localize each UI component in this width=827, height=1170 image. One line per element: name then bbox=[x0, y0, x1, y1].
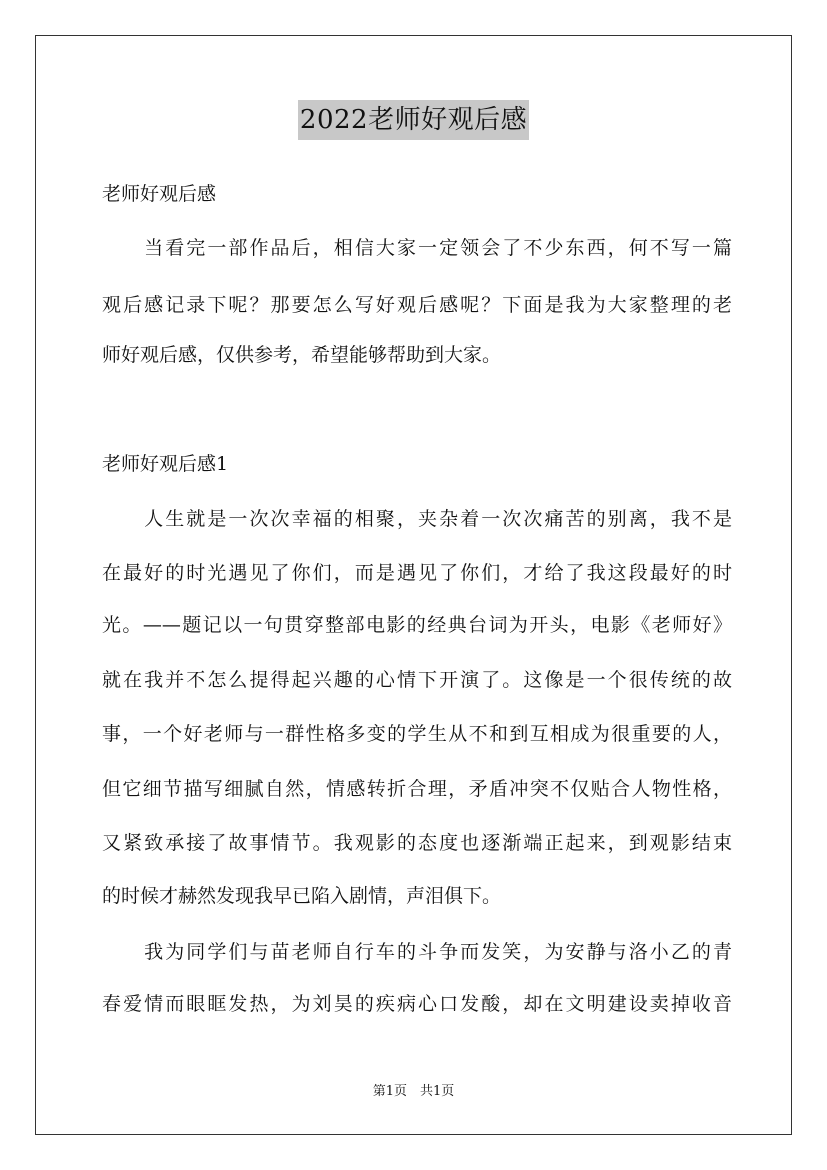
paragraph-line: 我为同学们与苗老师自行车的斗争而发笑，为安静与洛小乙的青 bbox=[102, 941, 732, 963]
section-heading: 老师好观后感1 bbox=[102, 453, 229, 475]
paragraph-line: 人生就是一次次幸福的相聚，夹杂着一次次痛苦的别离，我不是 bbox=[102, 508, 732, 530]
paragraph-line: 就在我并不怎么提得起兴趣的心情下开演了。这像是一个很传统的故 bbox=[102, 669, 732, 691]
subtitle: 老师好观后感 bbox=[102, 183, 217, 205]
paragraph-line: 又紧致承接了故事情节。我观影的态度也逐渐端正起来，到观影结束 bbox=[102, 832, 732, 854]
paragraph-line: 在最好的时光遇见了你们，而是遇见了你们，才给了我这段最好的时 bbox=[102, 562, 732, 584]
paragraph-line: 事，一个好老师与一群性格多变的学生从不和到互相成为很重要的人， bbox=[102, 723, 732, 745]
page-footer: 第1页 共1页 bbox=[372, 1084, 455, 1099]
paragraph-line: 春爱情而眼眶发热，为刘昊的疾病心口发酸，却在文明建设卖掉收音 bbox=[102, 993, 732, 1015]
intro-line: 当看完一部作品后，相信大家一定领会了不少东西，何不写一篇 bbox=[102, 237, 732, 259]
paragraph-line: 但它细节描写细腻自然，情感转折合理，矛盾冲突不仅贴合人物性格， bbox=[102, 778, 732, 800]
intro-line: 观后感记录下呢？那要怎么写好观后感呢？下面是我为大家整理的老 bbox=[102, 294, 732, 316]
document-title: 2022老师好观后感 bbox=[298, 100, 529, 140]
paragraph-line: 的时候才赫然发现我早已陷入剧情，声泪俱下。 bbox=[102, 885, 502, 907]
intro-line: 师好观后感，仅供参考，希望能够帮助到大家。 bbox=[102, 344, 502, 366]
paragraph-line: 光。——题记以一句贯穿整部电影的经典台词为开头，电影《老师好》 bbox=[102, 614, 732, 636]
